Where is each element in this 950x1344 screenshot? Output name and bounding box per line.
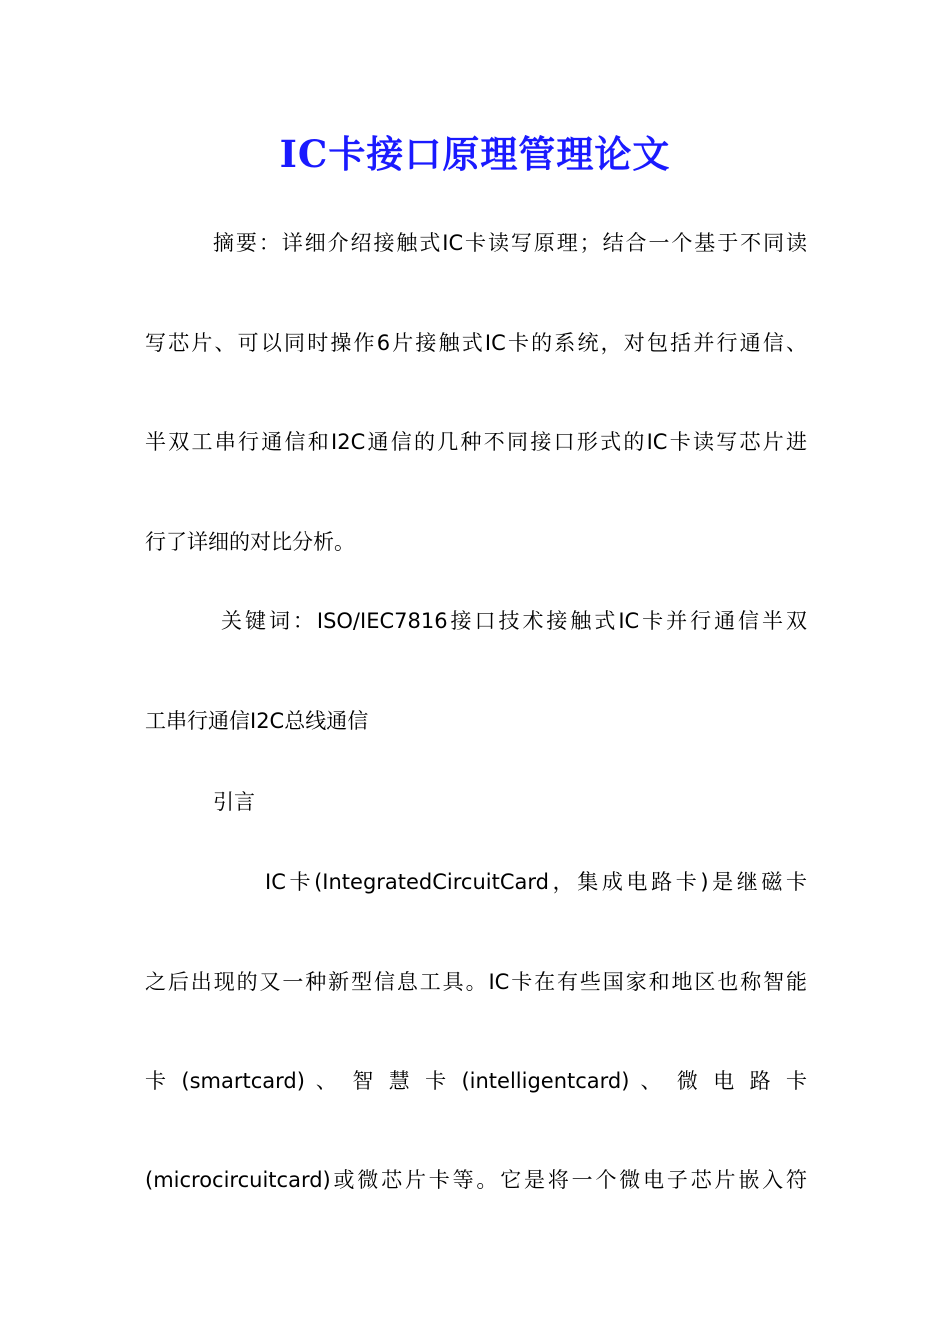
document-title: IC卡接口原理管理论文 [279, 132, 671, 176]
body-line-1: IC卡(IntegratedCircuitCard，集成电路卡)是继磁卡 [265, 870, 807, 894]
body-line-4: (microcircuitcard)或微芯片卡等。它是将一个微电子芯片嵌入符 [145, 1168, 807, 1192]
abstract-line-4: 行了详细的对比分析。 [145, 530, 355, 554]
keywords-line-1: 关键词：ISO/IEC7816接口技术接触式IC卡并行通信半双 [221, 609, 807, 633]
body-line-3: 卡 (smartcard) 、 智 慧 卡 (intelligentcard) 、 微 电 路 卡 [145, 1069, 807, 1093]
abstract-line-3: 半双工串行通信和I2C通信的几种不同接口形式的IC卡读写芯片进 [145, 430, 807, 454]
section-heading-intro: 引言 [213, 790, 255, 814]
abstract-line-2: 写芯片、可以同时操作6片接触式IC卡的系统，对包括并行通信、 [145, 331, 807, 355]
abstract-line-1: 摘要：详细介绍接触式IC卡读写原理；结合一个基于不同读 [213, 231, 807, 255]
keywords-line-2: 工串行通信I2C总线通信 [145, 709, 369, 733]
body-line-2: 之后出现的又一种新型信息工具。IC卡在有些国家和地区也称智能 [145, 970, 807, 994]
